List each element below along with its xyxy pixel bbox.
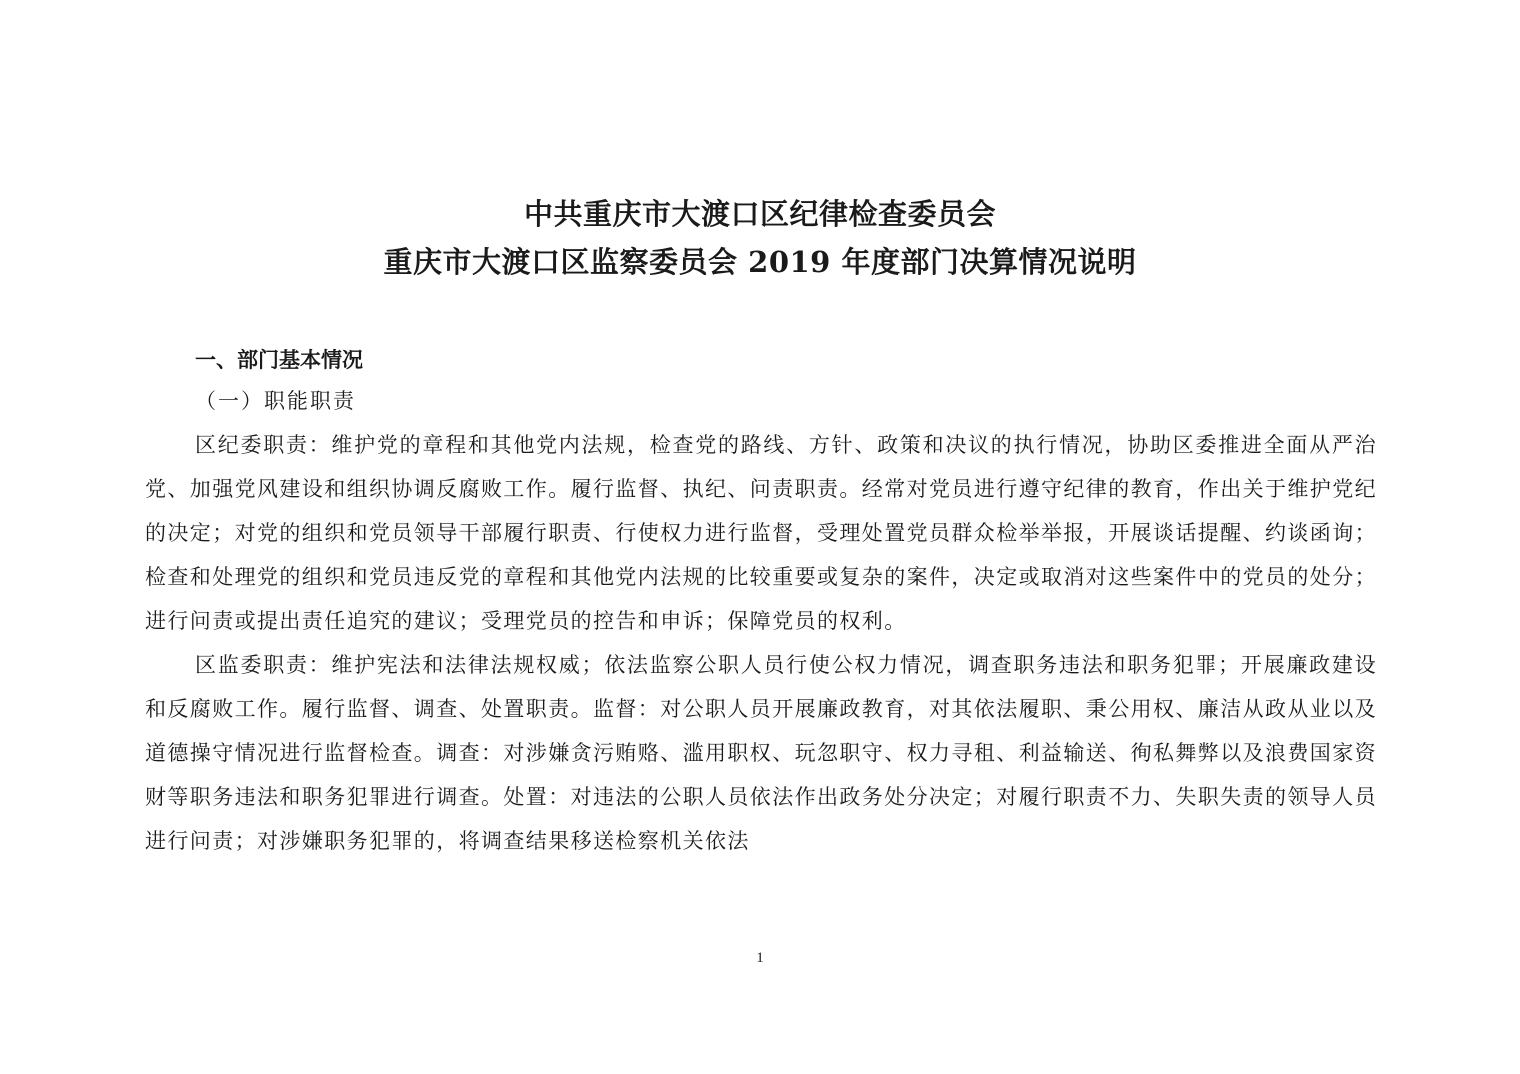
title-line-2: 重庆市大渡口区监察委员会 2019 年度部门决算情况说明 bbox=[383, 245, 1137, 279]
paragraph-district-supervision-duties: 区监委职责：维护宪法和法律法规权威；依法监察公职人员行使公权力情况，调查职务违法和职务犯罪；开展廉政建设和反腐败工作。履行监督、调查、处置职责。监督：对公职人员开展廉政教育，对其依法履职、秉公用权、廉洁从政从业以及道德操守情况进行监督检查。调查：对涉嫌贪污贿赂、滥用职权、玩忽职守、权力寻租、利益输送、徇私舞弊以及浪费国家资财等职务违法和职务犯罪进行调查。处置：对违法的公职人员依法作出政务处分决定；对履行职责不力、失职失责的领导人员进行问责；对涉嫌职务犯罪的，将调查结果移送检察机关依法 bbox=[145, 653, 1377, 853]
section-heading: 一、部门基本情况 bbox=[195, 348, 363, 372]
document-body bbox=[145, 340, 1377, 863]
document-title bbox=[0, 190, 1520, 286]
paragraph-district-discipline-duties: 区纪委职责：维护党的章程和其他党内法规，检查党的路线、方针、政策和决议的执行情况，协助区委推进全面从严治党、加强党风建设和组织协调反腐败工作。履行监督、执纪、问责职责。经常对党员进行遵守纪律的教育，作出关于维护党纪的决定；对党的组织和党员领导干部履行职责、行使权力进行监督，受理处置党员群众检举举报，开展谈话提醒、约谈函询；检查和处理党的组织和党员违反党的章程和其他党内法规的比较重要或复杂的案件，决定或取消对这些案件中的党员的处分；进行问责或提出责任追究的建议；受理党员的控告和申诉；保障党员的权利。 bbox=[145, 433, 1377, 633]
subsection-heading: （一）职能职责 bbox=[195, 389, 356, 413]
title-line-1: 中共重庆市大渡口区纪律检查委员会 bbox=[523, 197, 996, 231]
page-number: 1 bbox=[756, 950, 764, 966]
